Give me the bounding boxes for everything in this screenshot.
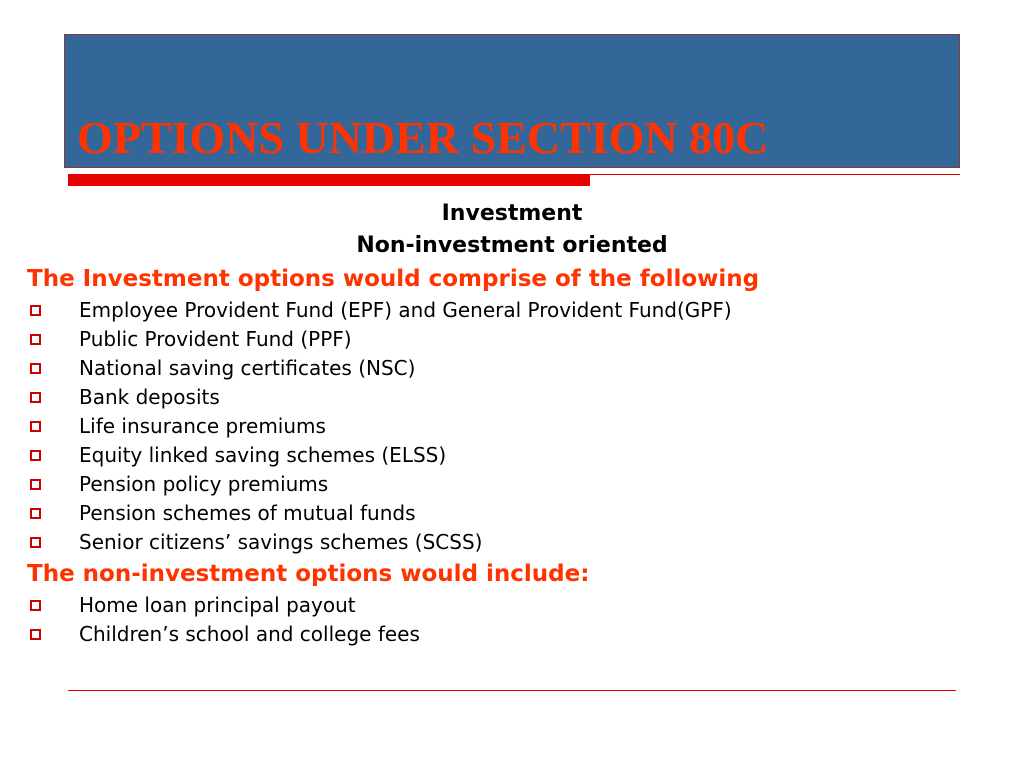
non-investment-options-list xyxy=(27,591,997,649)
hollow-square-bullet-icon xyxy=(30,537,41,548)
list-item xyxy=(27,412,997,441)
hollow-square-bullet-icon xyxy=(30,629,41,640)
list-item-label: Children’s school and college fees xyxy=(79,622,420,646)
hollow-square-bullet-icon xyxy=(30,508,41,519)
hollow-square-bullet-icon xyxy=(30,392,41,403)
slide-body xyxy=(27,198,997,649)
accent-bar xyxy=(68,174,590,186)
slide-title: OPTIONS UNDER SECTION 80C xyxy=(77,112,769,163)
list-item xyxy=(27,499,997,528)
list-item xyxy=(27,354,997,383)
list-item xyxy=(27,470,997,499)
subtitle-investment: Investment xyxy=(441,201,583,226)
list-item xyxy=(27,296,997,325)
non-investment-options-heading: The non-investment options would include: xyxy=(27,561,590,587)
list-item-label: Home loan principal payout xyxy=(79,593,356,617)
list-item-label: Pension schemes of mutual funds xyxy=(79,501,416,525)
list-item-label: Life insurance premiums xyxy=(79,414,326,438)
list-item xyxy=(27,528,997,557)
list-item-label: Public Provident Fund (PPF) xyxy=(79,327,352,351)
hollow-square-bullet-icon xyxy=(30,334,41,345)
bottom-divider xyxy=(68,690,956,691)
list-item xyxy=(27,620,997,649)
hollow-square-bullet-icon xyxy=(30,450,41,461)
list-item xyxy=(27,441,997,470)
investment-options-heading: The Investment options would comprise of the following xyxy=(27,266,760,292)
subtitle-non-investment: Non-investment oriented xyxy=(356,233,668,258)
hollow-square-bullet-icon xyxy=(30,600,41,611)
title-banner xyxy=(64,34,960,168)
list-item xyxy=(27,383,997,412)
hollow-square-bullet-icon xyxy=(30,363,41,374)
list-item-label: Senior citizens’ savings schemes (SCSS) xyxy=(79,530,483,554)
list-item-label: Bank deposits xyxy=(79,385,220,409)
list-item-label: National saving certificates (NSC) xyxy=(79,356,416,380)
list-item xyxy=(27,325,997,354)
top-divider xyxy=(590,174,960,175)
hollow-square-bullet-icon xyxy=(30,421,41,432)
hollow-square-bullet-icon xyxy=(30,305,41,316)
hollow-square-bullet-icon xyxy=(30,479,41,490)
list-item-label: Equity linked saving schemes (ELSS) xyxy=(79,443,447,467)
list-item xyxy=(27,591,997,620)
list-item-label: Employee Provident Fund (EPF) and General Provident Fund(GPF) xyxy=(79,298,732,322)
list-item-label: Pension policy premiums xyxy=(79,472,329,496)
investment-options-list xyxy=(27,296,997,557)
